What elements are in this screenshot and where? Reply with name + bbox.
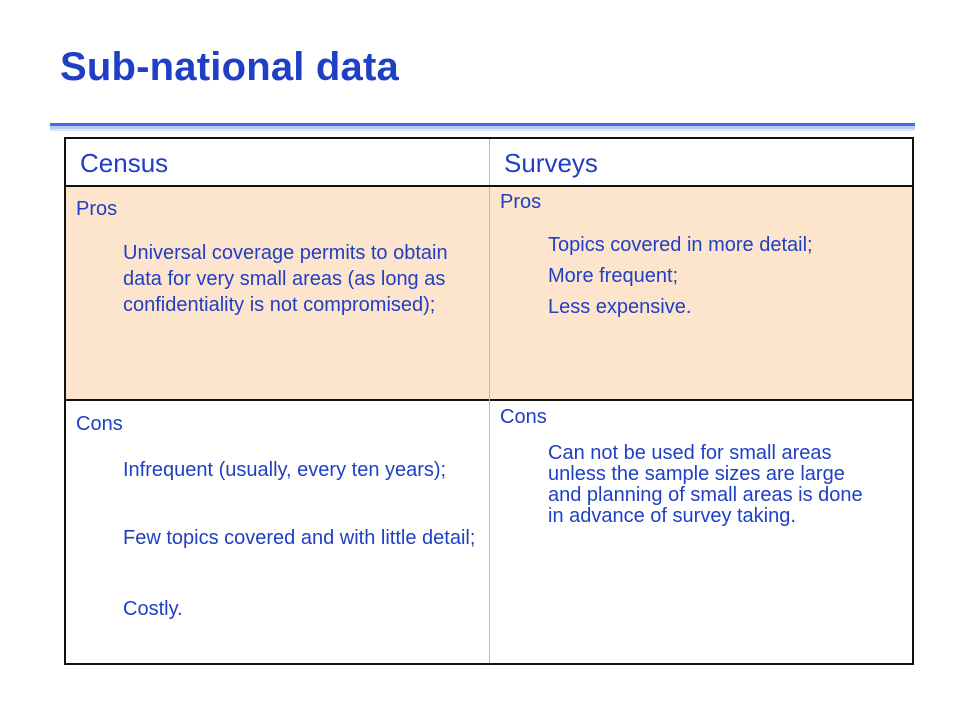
surveys-pros-item-1: Topics covered in more detail;	[548, 234, 813, 256]
surveys-pros-item-2: More frequent;	[548, 265, 679, 287]
header-divider	[66, 185, 912, 187]
census-cons-item-3: Costly.	[123, 598, 183, 620]
census-pros-text: Universal coverage permits to obtain data for very small areas (as long as confidentiality is not compromised);	[123, 242, 448, 316]
surveys-cons-label: Cons	[500, 406, 547, 428]
header-surveys: Surveys	[504, 148, 598, 178]
census-cons-item-2: Few topics covered and with little detail;	[123, 527, 476, 549]
surveys-pros-label: Pros	[500, 191, 542, 213]
census-pros-label: Pros	[76, 198, 118, 220]
column-divider	[489, 139, 490, 663]
surveys-pros-item-3: Less expensive.	[548, 296, 692, 318]
comparison-table	[64, 137, 914, 665]
census-cons-item-1: Infrequent (usually, every ten years);	[123, 459, 447, 481]
title-underline	[50, 123, 915, 126]
header-census: Census	[80, 148, 169, 178]
census-cons-label: Cons	[76, 413, 123, 435]
surveys-cons-text: Can not be used for small areas unless the sample sizes are large and planning of small areas is done in advance of survey taking.	[548, 442, 863, 527]
slide-title: Sub-national data	[60, 45, 399, 89]
